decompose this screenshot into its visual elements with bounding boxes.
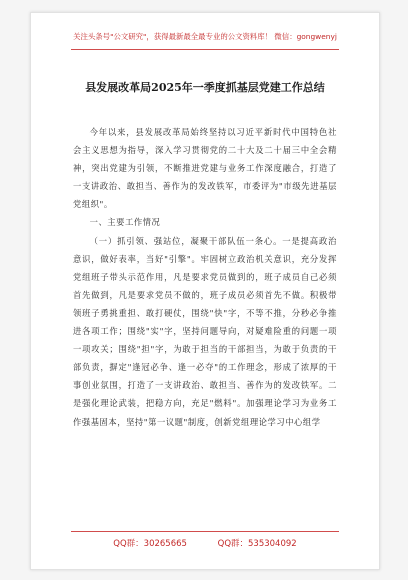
document-title: 县发展改革局2025年一季度抓基层党建工作总结 (85, 81, 325, 94)
body-paragraph: （一）抓引领、强站位，凝聚干部队伍一条心。一是提高政治意识，做好表率，当好"引擎"。牢固树立政治机关意识，充分发挥党组班子带头示范作用，凡是要求党员做到的，班子成员自己必须首先做到，凡是要求党员不做的，班子成员必须首先不做。积极带领班子勇挑重担、敢打硬仗，围绕"快"字，不等不推，分秒必争推进各项工作；围绕"实"字，坚持问题导向，对疑难险重的问题一项一项攻关；围绕"担"字，为敢于担当的干部担当，为敢于负责的干部负责，摒定"逢冠必争、逢一必夺"的工作理念，形成了浓厚的干事创业氛围，打造了一支讲政治、敢担当、善作为的发改铁军。二是强化理论武装，把稳方向，充足"燃料"。加强理论学习为业务工作强基固本，坚持"第一议题"制度，创新党组理论学习中心组学 (73, 235, 337, 427)
qq-group-2: QQ群：535304092 (217, 539, 297, 549)
qq-group-1: QQ群：30265665 (113, 539, 187, 549)
document-page (30, 12, 380, 570)
section-heading: 一、主要工作情况 (89, 217, 161, 228)
footer-divider (71, 531, 339, 532)
header-notice: 关注头条号"公文研究"，获得最新最全最专业的公文资料库！ 微信：gongwenyj (73, 32, 337, 41)
header-divider (71, 49, 339, 50)
footer-contacts (31, 537, 379, 549)
intro-paragraph: 今年以来，县发展改革局始终坚持以习近平新时代中国特色社会主义思想为指导，深入学习贯彻党的二十大及二十届三中全会精神，突出党建为引领，不断推进党建与业务工作深度融合，打造了一支讲政治、敢担当、善作为的发改铁军，市委评为"市级先进基层党组织"。 (73, 127, 337, 210)
document-body (73, 123, 337, 431)
